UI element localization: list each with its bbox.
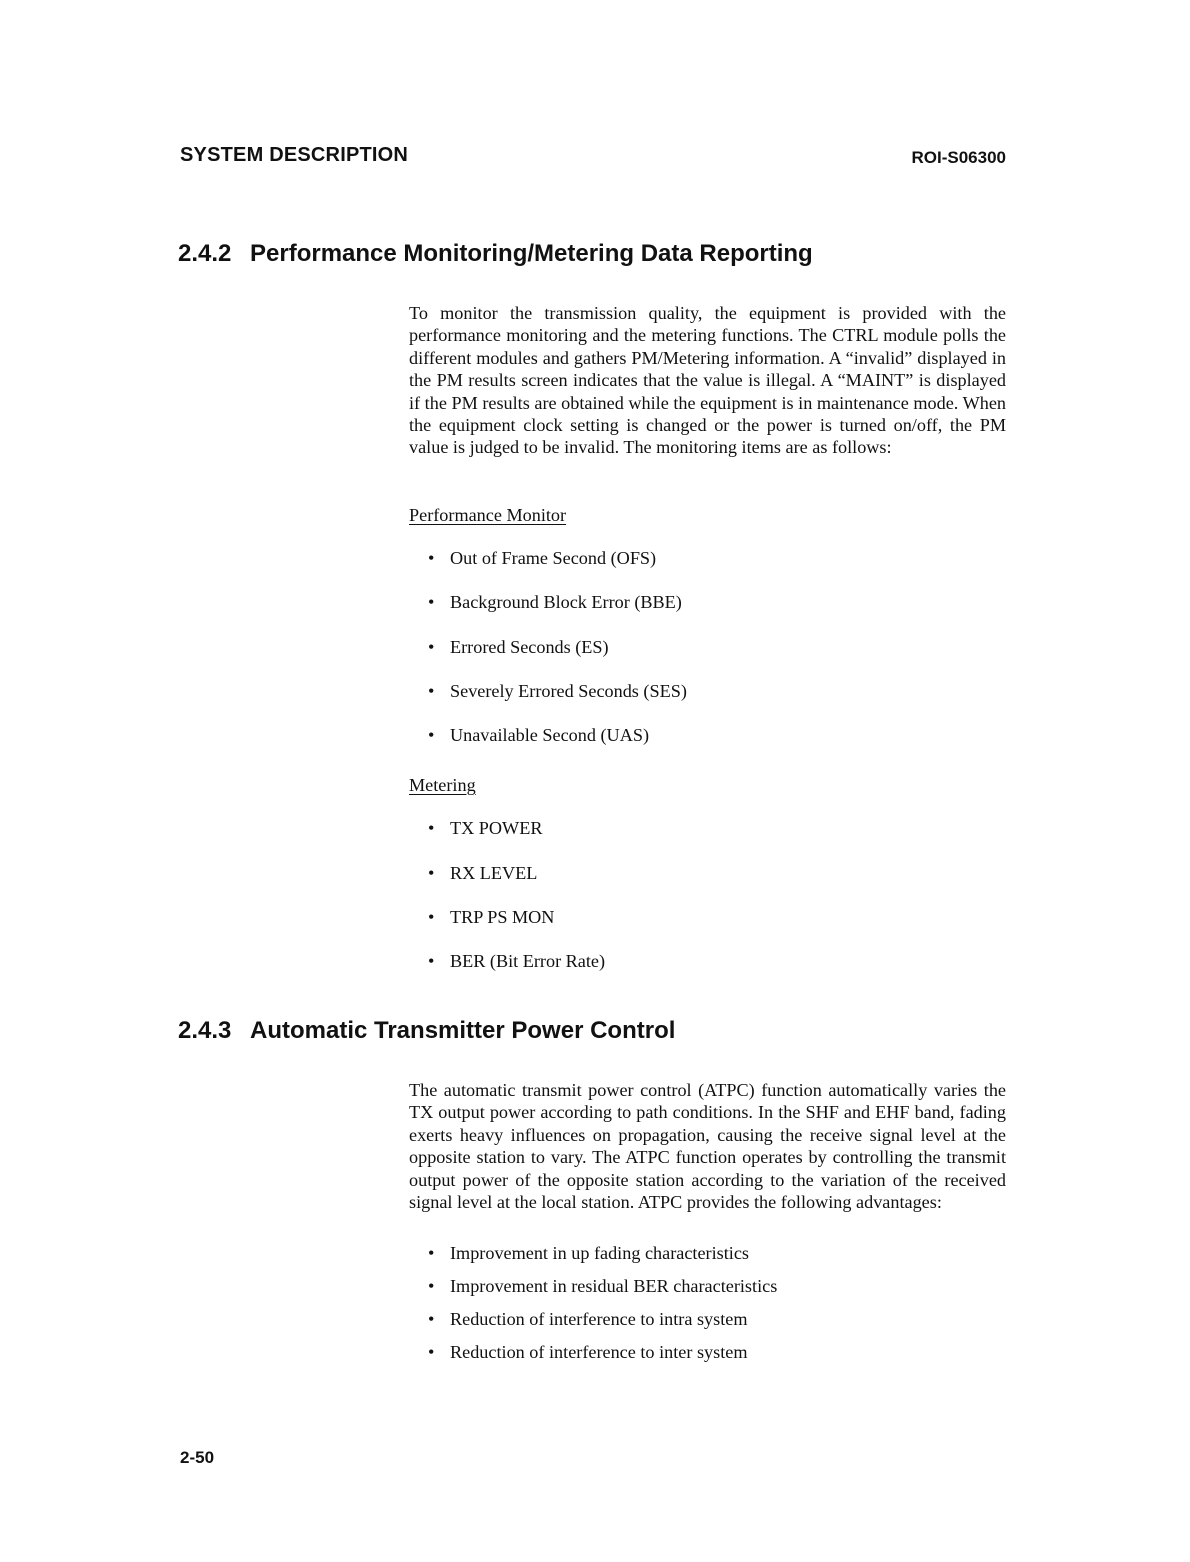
- section-title: Performance Monitoring/Metering Data Reporting: [250, 240, 813, 267]
- list-item: • Errored Seconds (ES): [428, 637, 609, 657]
- bullet-icon: •: [428, 907, 435, 927]
- bullet-icon: •: [428, 1342, 435, 1362]
- metering-heading: Metering: [409, 775, 476, 795]
- list-item: • Severely Errored Seconds (SES): [428, 681, 687, 701]
- bullet-icon: •: [428, 548, 435, 568]
- bullet-icon: •: [428, 592, 435, 612]
- bullet-icon: •: [428, 863, 435, 883]
- list-item: • Background Block Error (BBE): [428, 592, 682, 612]
- bullet-icon: •: [428, 1276, 435, 1296]
- section-title: Automatic Transmitter Power Control: [250, 1017, 676, 1044]
- section-heading-2-4-3: [178, 1017, 675, 1045]
- bullet-icon: •: [428, 1243, 435, 1263]
- page-number: 2-50: [180, 1448, 215, 1467]
- list-item: • RX LEVEL: [428, 863, 538, 883]
- bullet-icon: •: [428, 951, 435, 971]
- bullet-icon: •: [428, 725, 435, 745]
- bullet-icon: •: [428, 681, 435, 701]
- section-paragraph: The automatic transmit power control (ATPC) function automatically varies the TX output power according to path conditions. In the SHF and EHF band, fading exerts heavy influences on propagation, causing the receive signal level at the opposite station to vary. The ATPC function operates by controlling the transmit output power of the opposite station according to the variation of the received signal level at the local station. ATPC provides the following advantages:: [409, 1080, 1006, 1213]
- section-number: 2.4.3: [178, 1017, 232, 1044]
- bullet-icon: •: [428, 818, 435, 838]
- list-item: • Reduction of interference to intra system: [428, 1309, 748, 1329]
- running-header-title: SYSTEM DESCRIPTION: [180, 144, 409, 166]
- list-item: • Reduction of interference to inter system: [428, 1342, 748, 1362]
- performance-monitor-heading: Performance Monitor: [409, 505, 567, 525]
- list-item: • Unavailable Second (UAS): [428, 725, 649, 745]
- bullet-icon: •: [428, 1309, 435, 1329]
- list-item: • TX POWER: [428, 818, 543, 838]
- list-item: • TRP PS MON: [428, 907, 555, 927]
- list-item: • Out of Frame Second (OFS): [428, 548, 657, 568]
- section-number: 2.4.2: [178, 240, 232, 267]
- section-heading-2-4-2: [178, 240, 813, 268]
- list-item: • Improvement in up fading characteristics: [428, 1243, 749, 1263]
- list-item: • BER (Bit Error Rate): [428, 951, 606, 971]
- bullet-icon: •: [428, 637, 435, 657]
- list-item: • Improvement in residual BER characteristics: [428, 1276, 778, 1296]
- section-paragraph: To monitor the transmission quality, the equipment is provided with the performance monitoring and the metering functions. The CTRL module polls the different modules and gathers PM/Metering information. A “invalid” displayed in the PM results screen indicates that the value is illegal. A “MAINT” is displayed if the PM results are obtained while the equipment is in maintenance mode. When the equipment clock setting is changed or the power is turned on/off, the PM value is judged to be invalid. The monitoring items are as follows:: [409, 303, 1006, 458]
- document-code: ROI-S06300: [911, 148, 1006, 167]
